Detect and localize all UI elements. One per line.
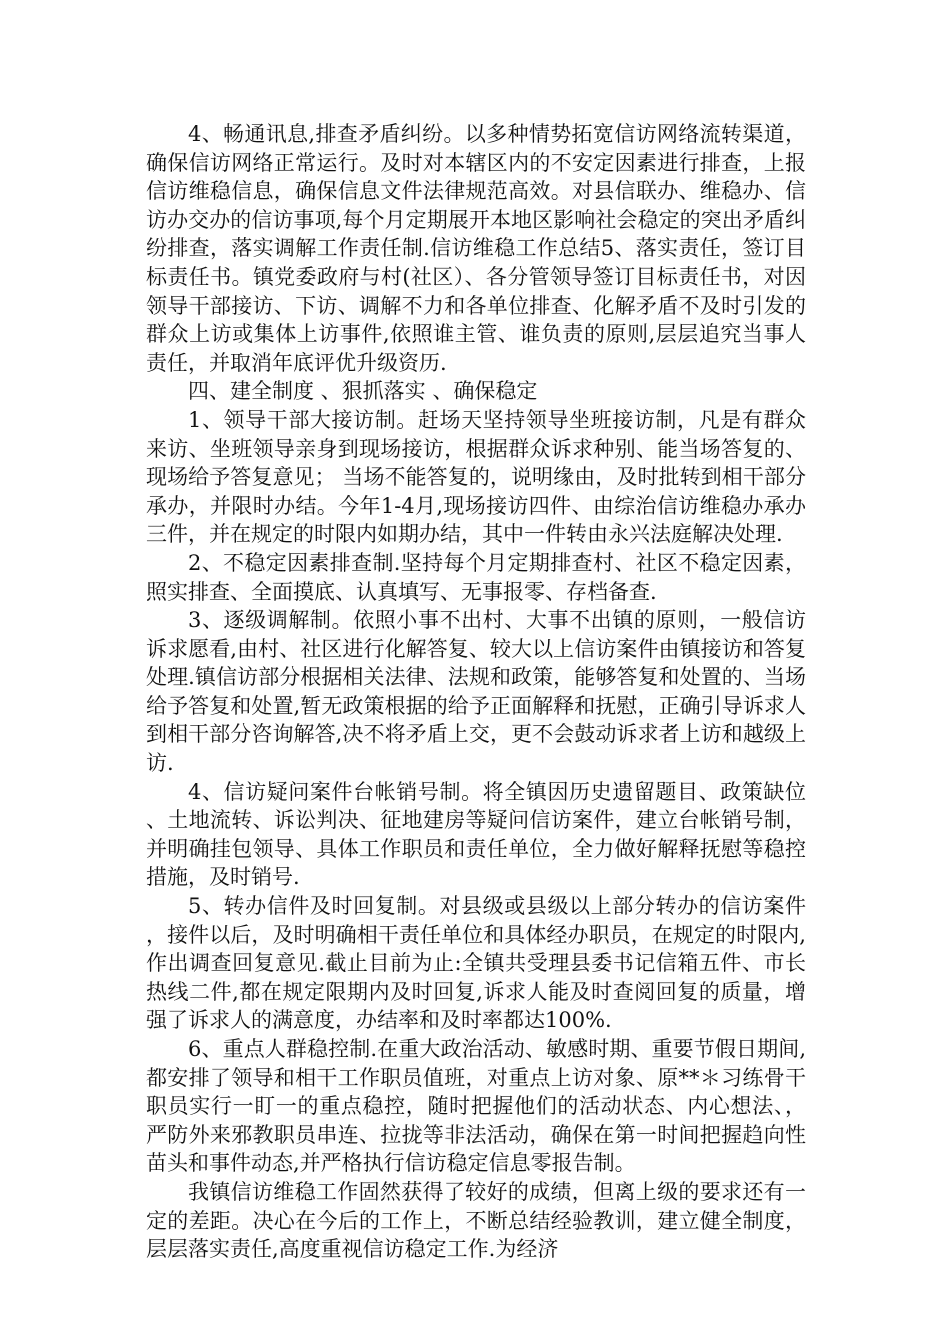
paragraph-key-groups: 6、重点人群稳控制.在重大政治活动、敏感时期、重要节假日期间,都安排了领导和相干工作职员值班，对重点上访对象、原**＊习练骨干职员实行一盯一的重点稳控，随时把握他们的活动状态、内心想法、，严防外来邪教职员串连、拉拢等非法活动，确保在第一时间把握趋向性苗头和事件动态,并严格执行信访稳定信息零报告制。 — [146, 1037, 806, 1176]
paragraph-conclusion: 我镇信访维稳工作固然获得了较好的成绩，但离上级的要求还有一定的差距。决心在今后的工作上，不断总结经验教训，建立健全制度，层层落实责任,高度重视信访稳定工作.为经济 — [146, 1179, 806, 1262]
paragraph-mediation: 3、逐级调解制。依照小事不出村、大事不出镇的原则，一般信访诉求愿看,由村、社区进行化解答复、较大以上信访案件由镇接访和答复处理.镇信访部分根据相关法律、法规和政策，能够答复和处置的、当场给予答复和处置,暂无政策根据的给予正面解释和抚慰，正确引导诉求人到相干部分咨询解答,决不将矛盾上交，更不会鼓动诉求者上访和越级上访. — [146, 608, 806, 776]
section-heading: 四、建全制度 、狠抓落实 、确保稳定 — [188, 379, 538, 404]
paragraph-channels: 4、畅通讯息,排查矛盾纠纷。以多种情势拓宽信访网络流转渠道，确保信访网络正常运行。及时对本辖区内的不安定因素进行排查，上报信访维稳信息，确保信息文件法律规范高效。对县信联办、维稳办、信访办交办的信访事项,每个月定期展开本地区影响社会稳定的突出矛盾纠纷排查，落实调解工作责任制.信访维稳工作总结5、落实责任，签订目标责任书。镇党委政府与村(社区）、各分管领导签订目标责任书，对因领导干部接访、下访、调解不力和各单位排查、化解矛盾不及时引发的群众上访或集体上访事件,依照谁主管、谁负责的原则,层层追究当事人责任，并取消年底评优升级资历. — [146, 122, 806, 375]
paragraph-reception: 1、领导干部大接访制。赶场天坚持领导坐班接访制，凡是有群众来访、坐班领导亲身到现场接访，根据群众诉求种别、能当场答复的、现场给予答复意见； 当场不能答复的，说明缘由，及时批转到相干部分承办，并限时办结。今年1-4月,现场接访四件、由综治信访维稳办承办三件，并在规定的时限内如期办结，其中一件转由永兴法庭解决处理. — [146, 407, 806, 547]
document-page — [146, 120, 806, 1264]
paragraph-investigation: 2、不稳定因素排查制.坚持每个月定期排查村、社区不稳定因素，照实排查、全面摸底、认真填写、无事报零、存档备查. — [146, 550, 806, 604]
paragraph-ledger: 4、信访疑问案件台帐销号制。将全镇因历史遗留题目、政策缺位、土地流转、诉讼判决、征地建房等疑问信访案件，建立台帐销号制，并明确挂包领导、具体工作职员和责任单位，全力做好解释抚慰等稳控措施，及时销号. — [146, 779, 806, 890]
paragraph-reply: 5、转办信件及时回复制。对县级或县级以上部分转办的信访案件，接件以后，及时明确相干责任单位和具体经办职员，在规定的时限内,作出调查回复意见.截止目前为止:全镇共受理县委书记信箱五件、市长热线二件,都在规定限期内及时回复,诉求人能及时查阅回复的质量，增强了诉求人的满意度，办结率和及时率都达100%. — [146, 894, 806, 1033]
